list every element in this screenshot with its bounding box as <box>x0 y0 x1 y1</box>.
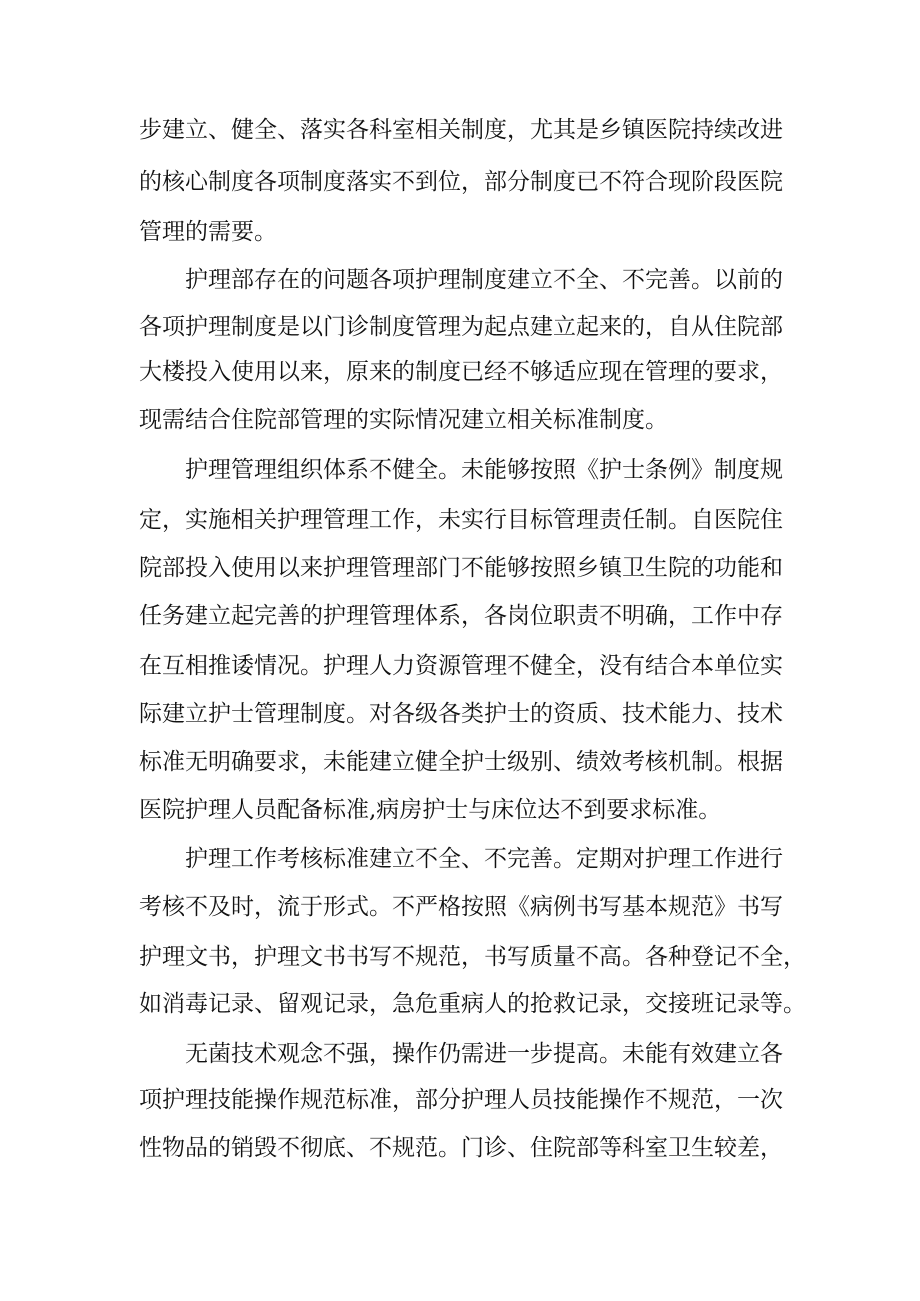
text-line: 大楼投入使用以来，原来的制度已经不够适应现在管理的要求， <box>139 359 783 385</box>
text-line: 护理管理组织体系不健全。未能够按照《护士条例》制度规 <box>185 457 783 483</box>
text-line: 医院护理人员配备标准,病房护士与床位达不到要求标准。 <box>139 797 722 823</box>
text-line: 标准无明确要求，未能建立健全护士级别、绩效考核机制。根据 <box>139 749 783 775</box>
text-line: 现需结合住院部管理的实际情况建立相关标准制度。 <box>139 407 668 433</box>
text-line: 如消毒记录、留观记录，急危重病人的抢救记录，交接班记录等。 <box>139 991 806 1017</box>
text-line: 护理工作考核标准建立不全、不完善。定期对护理工作进行 <box>185 846 783 872</box>
text-line: 各项护理制度是以门诊制度管理为起点建立起来的，自从住院部 <box>139 314 783 340</box>
text-line: 院部投入使用以来护理管理部门不能够按照乡镇卫生院的功能和 <box>139 555 783 581</box>
text-line: 在互相推诿情况。护理人力资源管理不健全，没有结合本单位实 <box>139 653 783 679</box>
text-line: 考核不及时，流于形式。不严格按照《病例书写基本规范》书写 <box>139 894 783 920</box>
text-line: 护理部存在的问题各项护理制度建立不全、不完善。以前的 <box>185 267 783 293</box>
text-line: 任务建立起完善的护理管理体系，各岗位职责不明确，工作中存 <box>139 603 783 629</box>
text-line: 的核心制度各项制度落实不到位，部分制度已不符合现阶段医院 <box>139 169 783 195</box>
text-line: 项护理技能操作规范标准，部分护理人员技能操作不规范，一次 <box>139 1087 783 1113</box>
text-line: 步建立、健全、落实各科室相关制度，尤其是乡镇医院持续改进 <box>139 117 783 143</box>
text-line: 护理文书，护理文书书写不规范，书写质量不高。各种登记不全， <box>139 944 806 970</box>
text-line: 管理的需要。 <box>139 219 277 245</box>
text-line: 无菌技术观念不强，操作仍需进一步提高。未能有效建立各 <box>185 1041 783 1067</box>
text-line: 性物品的销毁不彻底、不规范。门诊、住院部等科室卫生较差， <box>139 1135 783 1161</box>
text-line: 际建立护士管理制度。对各级各类护士的资质、技术能力、技术 <box>139 701 783 727</box>
text-line: 定，实施相关护理管理工作，未实行目标管理责任制。自医院住 <box>139 507 783 533</box>
